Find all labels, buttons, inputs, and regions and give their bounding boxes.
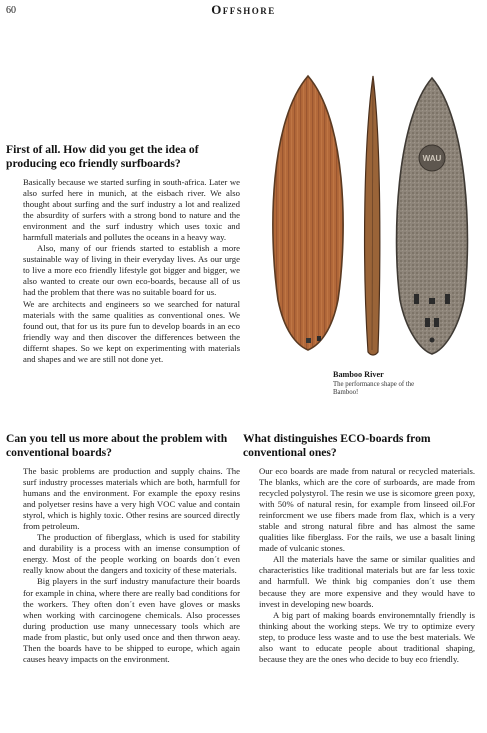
answer-3-paragraph: Our eco boards are made from natural or recycled materials. The blanks, which are the core of surboards, are made from recycled polystyrol. The resin we use is sicomore green poxy, with 50% of natural resin, for example from linseed oil.For reinforcment we use fibers made from flax, which is a very stable and strong natural fibre and has almost the same qualities like fiberglass. For the rails, we use a basalt lining made of vulcanic stones. [259,466,475,554]
answer-2-paragraph: The basic problems are production and supply chains. The surf industry processes materials which are both, harmfull for humans and the environment. For example the epoxy resins and polyetser resins have a very high VOC value and contain styrol, which is highly toxic. Other resins are sourced directly from petroleum. [23,466,240,532]
fin-box-left [414,294,419,304]
fin-box-center [429,298,435,304]
fin-box-rear-left [425,318,430,327]
answer-1-body [23,177,240,365]
fin-box-rear-right [434,318,439,327]
question-3-heading: What distinguishes ECO-boards from conventional ones? [243,432,431,459]
answer-2-body [23,466,240,665]
answer-1-paragraph: Also, many of our friends started to establish a more sustainable way of living in their everyday lives. As our urge to live a more eco friendly lifestyle got bigger and bigger, we also wanted to create our own eco-boards, because all of us had the problem that there was no suitable board for us. [23,243,240,298]
answer-1-paragraph: Basically because we started surfing in south-africa. Later we also surfed here in munich, at the eisbach river. We also thought about surfing and the surf industry a lot and realized the absurdity of surfers with a strong bond to nature and the environment and the surf industry which uses toxic and harmfull materials and pollutes the oceans in a heavy way. [23,177,240,243]
answer-2-paragraph: The production of fiberglass, which is used for stability and durability is a process with an imense consumption of energy. Most of the people working on boards don´t even really know about the dangers and toxicity of these materials. [23,532,240,576]
leash-plug-icon [430,338,435,343]
question-1-heading: First of all. How did you get the idea of producing eco friendly surfboards? [6,143,199,170]
question-2-heading: Can you tell us more about the problem with conventional boards? [6,432,228,459]
answer-3-body [259,466,475,665]
leash-plug-icon [306,338,311,343]
answer-3-paragraph: All the materials have the same or similar qualities and characteristics like traditional materials but are far less toxic and harmfull. We think big companies don´t use them because they are more expensive and they would have to invest in developing new boards. [259,554,475,609]
figure-caption-title: Bamboo River [333,370,384,379]
magazine-title: Offshore [211,2,276,17]
answer-3-paragraph: A big part of making boards environemntally friendly is thinking about the working steps. We try to optimize every step, to produce less waste and to use the best materials. We also want to educate people about traditional shaping, because they are the ones who decide to buy eco friendly. [259,609,475,664]
answer-2-paragraph: Big players in the surf industry manufacture their boards for example in china, where there are really bad conditions for the workers. They often don´t even have gloves or masks when working with carcinogene chemicals. Also processes during production use many unnecessary tools which are made from plastic, but only used once and then thrwon aeay. Then the boards have to be shipped to europe, which again causes heavy impacts on the environment. [23,576,240,664]
figure-caption-text: The performance shape of the Bamboo! [333,381,415,397]
bamboo-board-side [365,76,380,355]
page-number: 60 [6,5,16,16]
bamboo-board-front [273,76,343,350]
answer-1-paragraph: We are architects and engineers so we searched for natural materials with the same qualities as conventional ones. We found out, that for us its pure fun to develop boards in an eco friendly way and then discover the differences between the differnt shapes. So we kept on experimenting with materials and shapes and we are still not done yet. [23,298,240,364]
fin-box-right [445,294,450,304]
brand-logo-text: WAU [422,154,442,163]
board-logo-icon [317,336,321,341]
flax-board-bottom [397,78,468,354]
